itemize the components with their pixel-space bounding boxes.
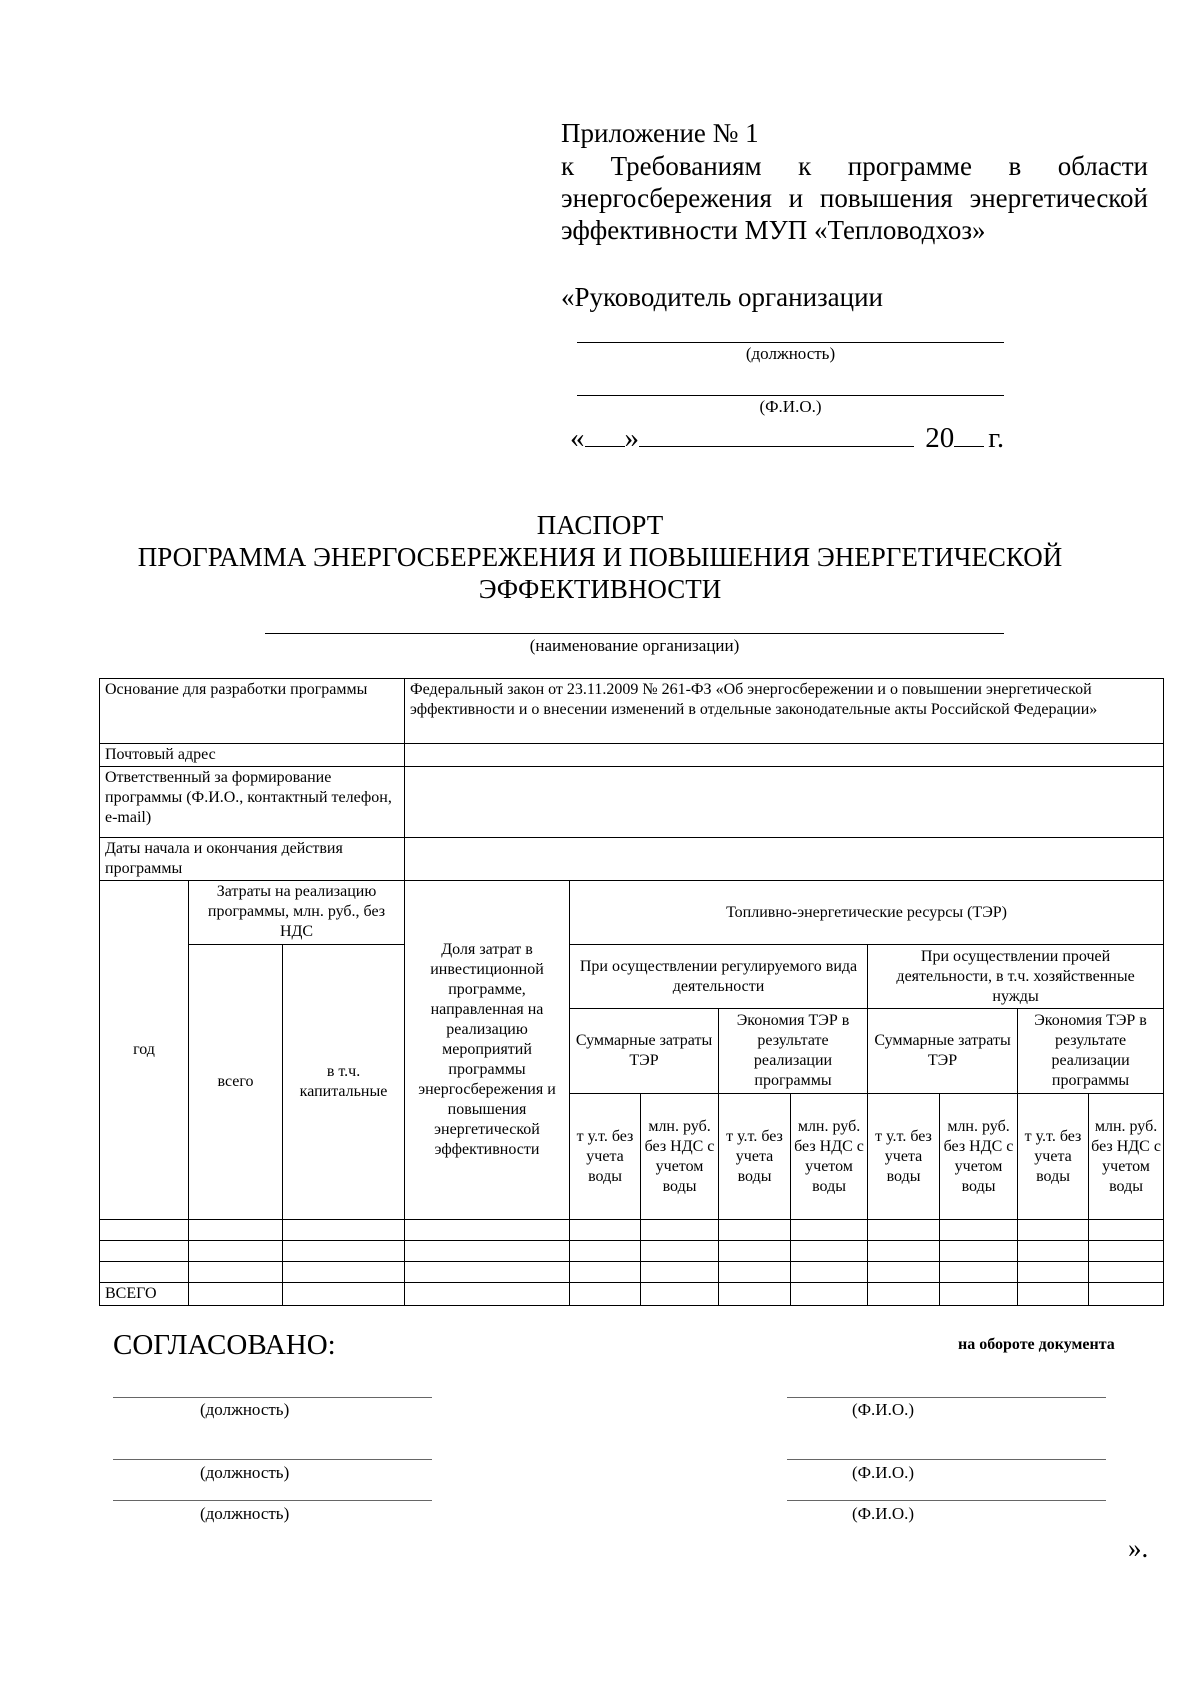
ter-header: Топливно-энергетические ресурсы (ТЭР) (570, 881, 1164, 945)
organization-name-line (265, 633, 1004, 634)
unit-rub-header: млн. руб. без НДС с учетом воды (641, 1094, 719, 1220)
agreed-position-line-3 (113, 1500, 432, 1501)
responsible-value[interactable] (405, 767, 1164, 838)
day-blank (585, 419, 625, 447)
unit-tut-header: т у.т. без учета воды (570, 1094, 641, 1220)
other-activity-header: При осуществлении прочей деятельности, в т.ч. хозяйственные нужды (868, 945, 1164, 1009)
passport-subtitle-line-2: ЭФФЕКТИВНОСТИ (478, 574, 722, 604)
date-open-quote: « (570, 422, 585, 454)
basis-value: Федеральный закон от 23.11.2009 № 261-ФЗ «Об энергосбережении и о повышении энергетической эффективности и о внесении изменений в отдельные законодательные акты Российской Федерации» (405, 679, 1164, 744)
other-sum-costs-header: Суммарные затраты ТЭР (868, 1009, 1018, 1094)
annex-reference (561, 150, 1148, 246)
table-row (100, 1220, 1164, 1241)
month-blank (639, 419, 914, 447)
reverse-side-note: на обороте документа (958, 1336, 1115, 1353)
address-label: Почтовый адрес (100, 744, 405, 767)
head-of-organization-label: «Руководитель организации (561, 282, 884, 312)
passport-subtitle-line-1: ПРОГРАММА ЭНЕРГОСБЕРЕЖЕНИЯ И ПОВЫШЕНИЯ ЭНЕРГЕТИЧЕСКОЙ (137, 542, 1063, 572)
total-row (100, 1283, 1164, 1306)
unit-tut-header: т у.т. без учета воды (868, 1094, 940, 1220)
year-header: год (100, 881, 189, 1220)
responsible-label: Ответственный за формирование программы (Ф.И.О., контактный телефон, e-mail) (100, 767, 405, 838)
total-row-label: ВСЕГО (100, 1283, 189, 1306)
basis-label: Основание для разработки программы (100, 679, 405, 744)
costs-header: Затраты на реализацию программы, млн. руб., без НДС (189, 881, 405, 945)
organization-name-caption: (наименование организации) (529, 636, 740, 655)
date-close-quote: » (624, 422, 639, 454)
agreed-title: СОГЛАСОВАНО: (113, 1329, 336, 1361)
position-signature-line (577, 342, 1004, 343)
annex-line-1: к Требованиям к программе в области (561, 151, 1148, 181)
regulated-savings-header: Экономия ТЭР в результате реализации программы (719, 1009, 868, 1094)
agreed-fio-caption-2: (Ф.И.О.) (851, 1463, 915, 1482)
passport-title: ПАСПОРТ (536, 510, 664, 540)
annex-line-3: эффективности МУП «Тепловодхоз» (561, 215, 986, 245)
other-savings-header: Экономия ТЭР в результате реализации программы (1018, 1009, 1164, 1094)
unit-rub-header: млн. руб. без НДС с учетом воды (940, 1094, 1018, 1220)
agreed-fio-line-1 (787, 1397, 1106, 1398)
regulated-activity-header: При осуществлении регулируемого вида деятельности (570, 945, 868, 1009)
dates-value[interactable] (405, 838, 1164, 881)
year-blank (954, 419, 984, 447)
address-value[interactable] (405, 744, 1164, 767)
capital-cost-header: в т.ч. капитальные (283, 945, 405, 1220)
fio-caption: (Ф.И.О.) (759, 397, 822, 416)
share-header: Доля затрат в инвестиционной программе, направленная на реализацию мероприятий программы энергосбережения и повышения энергетической эффективности (405, 881, 570, 1220)
agreed-position-caption-1: (должность) (200, 1400, 290, 1419)
agreed-position-caption-2: (должность) (200, 1463, 290, 1482)
position-caption: (должность) (745, 344, 836, 363)
unit-tut-header: т у.т. без учета воды (1018, 1094, 1089, 1220)
agreed-fio-caption-3: (Ф.И.О.) (851, 1504, 915, 1523)
year-suffix: г. (988, 422, 1005, 454)
agreed-position-caption-3: (должность) (200, 1504, 290, 1523)
dates-label: Даты начала и окончания действия программы (100, 838, 405, 881)
unit-tut-header: т у.т. без учета воды (719, 1094, 791, 1220)
unit-rub-header: млн. руб. без НДС с учетом воды (791, 1094, 868, 1220)
annex-line-2: энергосбережения и повышения энергетической (561, 183, 1148, 213)
agreed-position-line-2 (113, 1459, 432, 1460)
table-row (100, 1241, 1164, 1262)
annex-title: Приложение № 1 (561, 118, 759, 148)
agreed-position-line-1 (113, 1397, 432, 1398)
closing-quote: ». (1128, 1533, 1149, 1563)
unit-rub-header: млн. руб. без НДС с учетом воды (1089, 1094, 1164, 1220)
agreed-fio-caption-1: (Ф.И.О.) (851, 1400, 915, 1419)
fio-signature-line (577, 395, 1004, 396)
table-row (100, 1262, 1164, 1283)
approval-date (570, 419, 1004, 455)
passport-table (99, 678, 1164, 1306)
total-cost-header: всего (189, 945, 283, 1220)
agreed-fio-line-2 (787, 1459, 1106, 1460)
regulated-sum-costs-header: Суммарные затраты ТЭР (570, 1009, 719, 1094)
agreed-fio-line-3 (787, 1500, 1106, 1501)
year-prefix: 20 (925, 422, 955, 454)
